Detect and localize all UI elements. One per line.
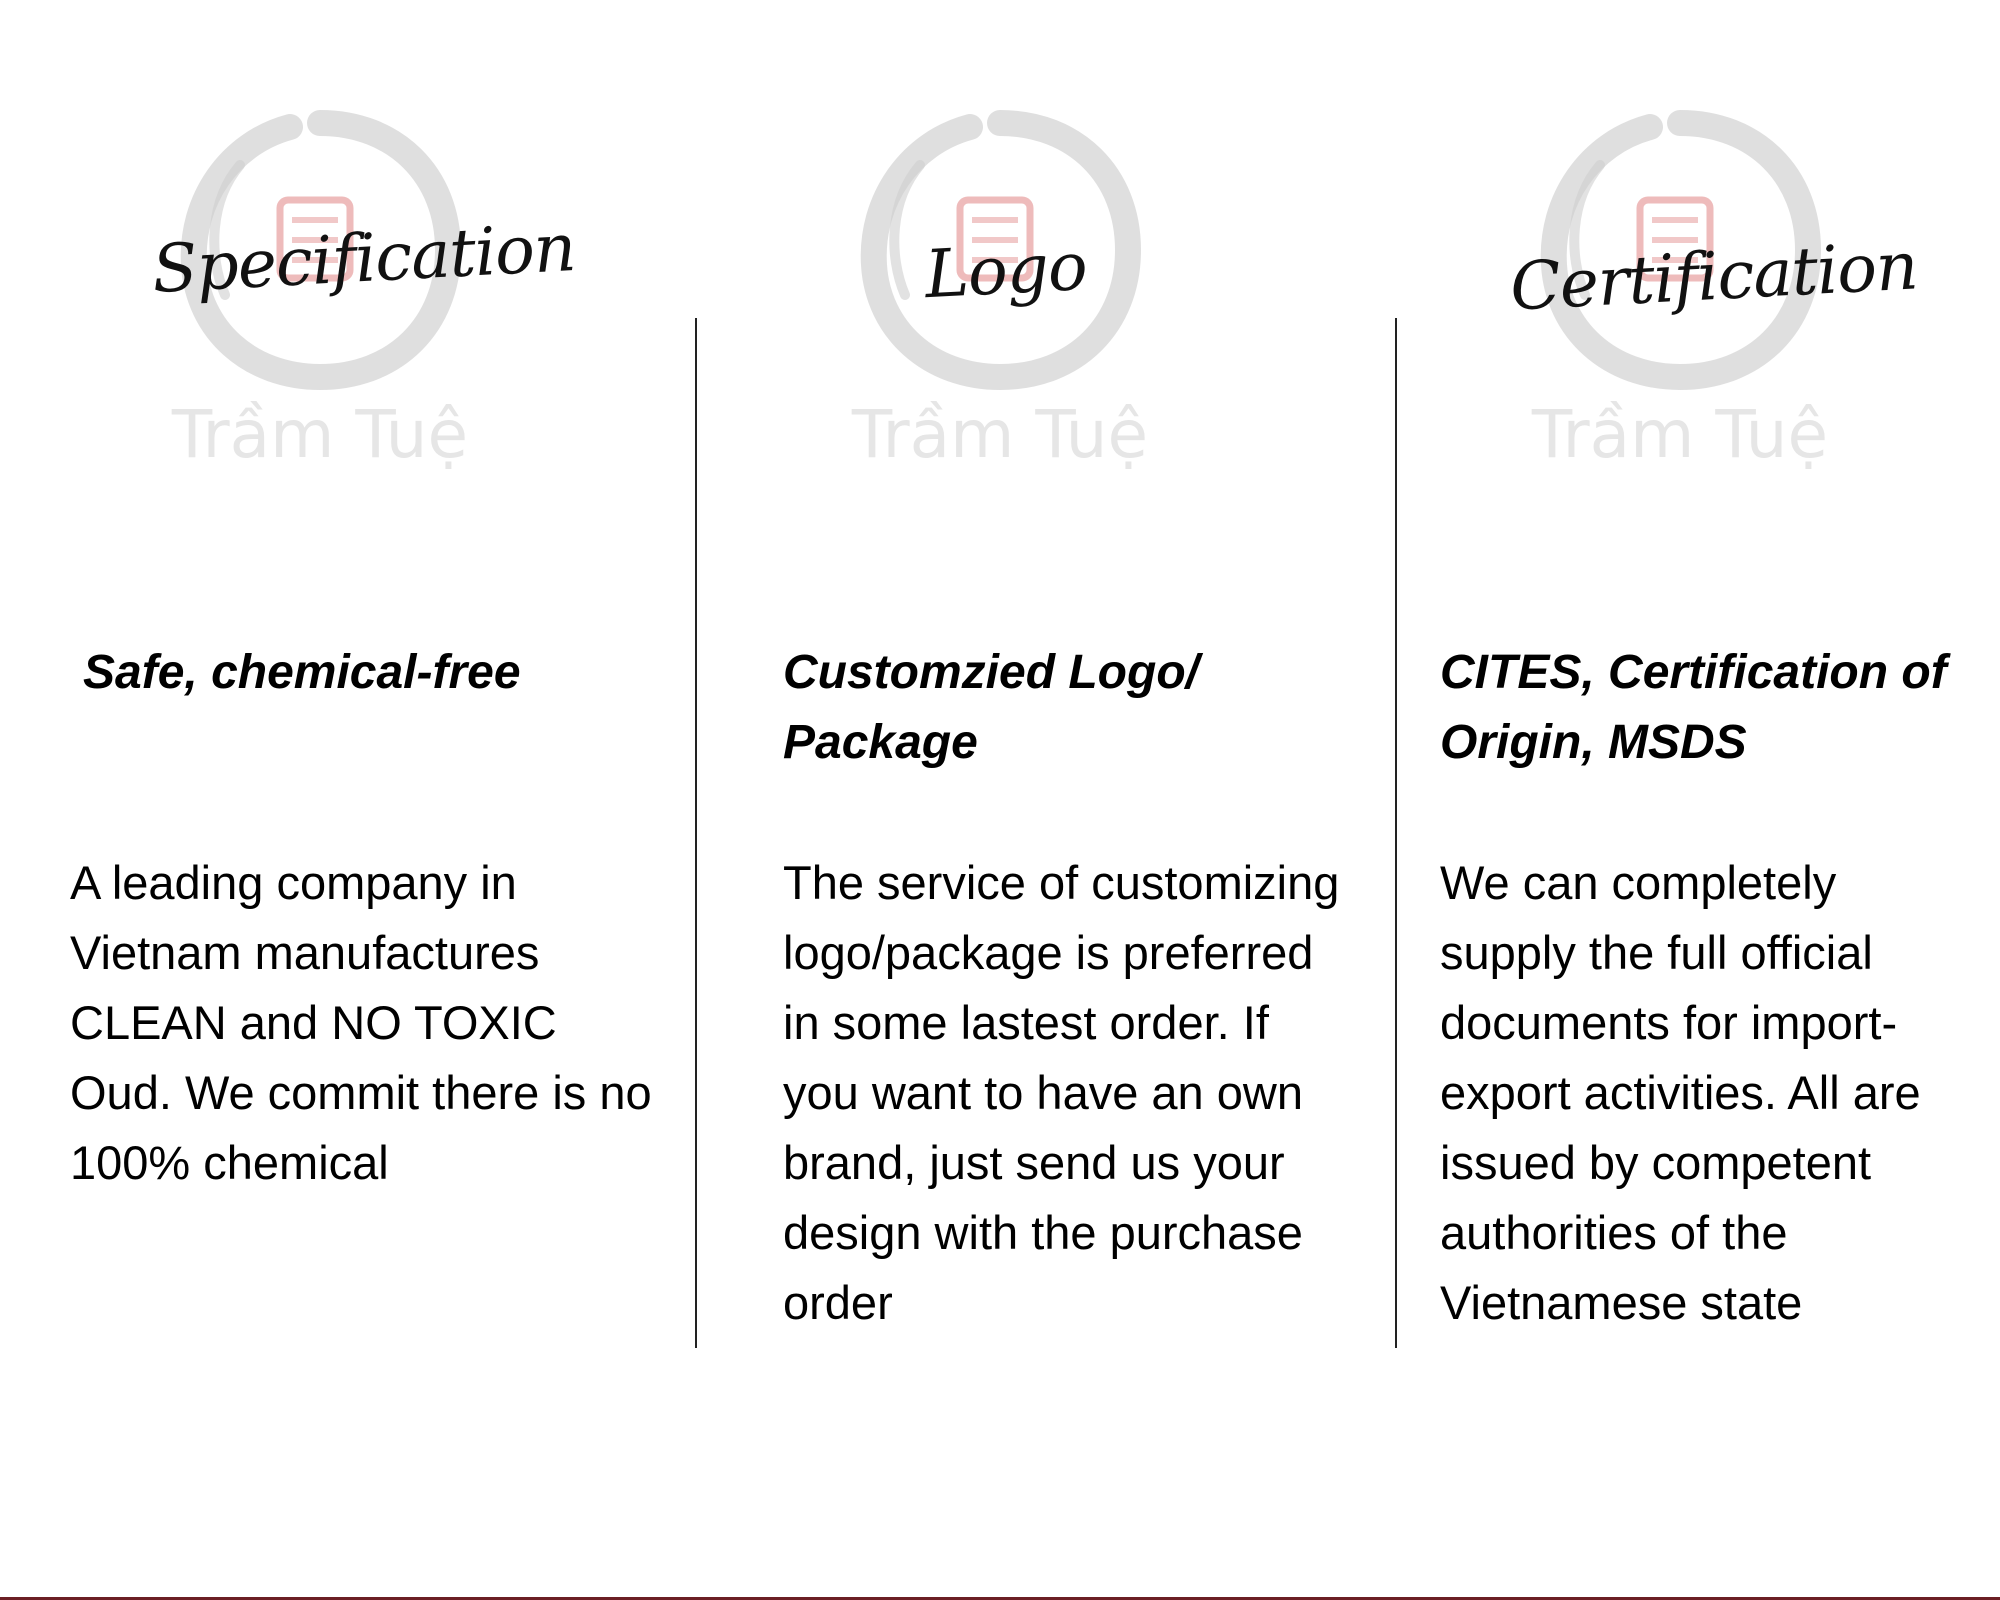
logo-column [700, 0, 1395, 1600]
logo-description: The service of customizing logo/package is preferred in some lastest order. If you want to have an own brand, just send us your design with the purchase order [783, 856, 1340, 1329]
watermark-brand-text: Trầm Tuệ [1531, 396, 1829, 473]
column-divider [695, 318, 697, 1348]
subheading-safe-chemical-free: Safe, chemical-free [83, 646, 521, 699]
section-title-certification: Certification [1508, 227, 1920, 326]
specification-description: A leading company in Vietnam manufactures CLEAN and NO TOXIC Oud. We commit there is no 100% chemical [70, 856, 652, 1189]
column-divider [1395, 318, 1397, 1348]
subheading-cites-certification: CITES, Certification of Origin, MSDS [1440, 646, 1947, 769]
certification-description: We can completely supply the full official documents for import-export activities. All are issued by competent authorities of the Vietnamese state [1440, 856, 1921, 1329]
certification-column [1400, 0, 2000, 1600]
subheading-customized-logo-package: Customzied Logo/ Package [783, 646, 1199, 769]
watermark-brand-text: Trầm Tuệ [171, 396, 469, 473]
specification-column [0, 0, 695, 1600]
watermark-brand-text: Trầm Tuệ [851, 396, 1149, 473]
section-title-logo: Logo [923, 227, 1089, 314]
section-title-specification: Specification [150, 208, 578, 309]
